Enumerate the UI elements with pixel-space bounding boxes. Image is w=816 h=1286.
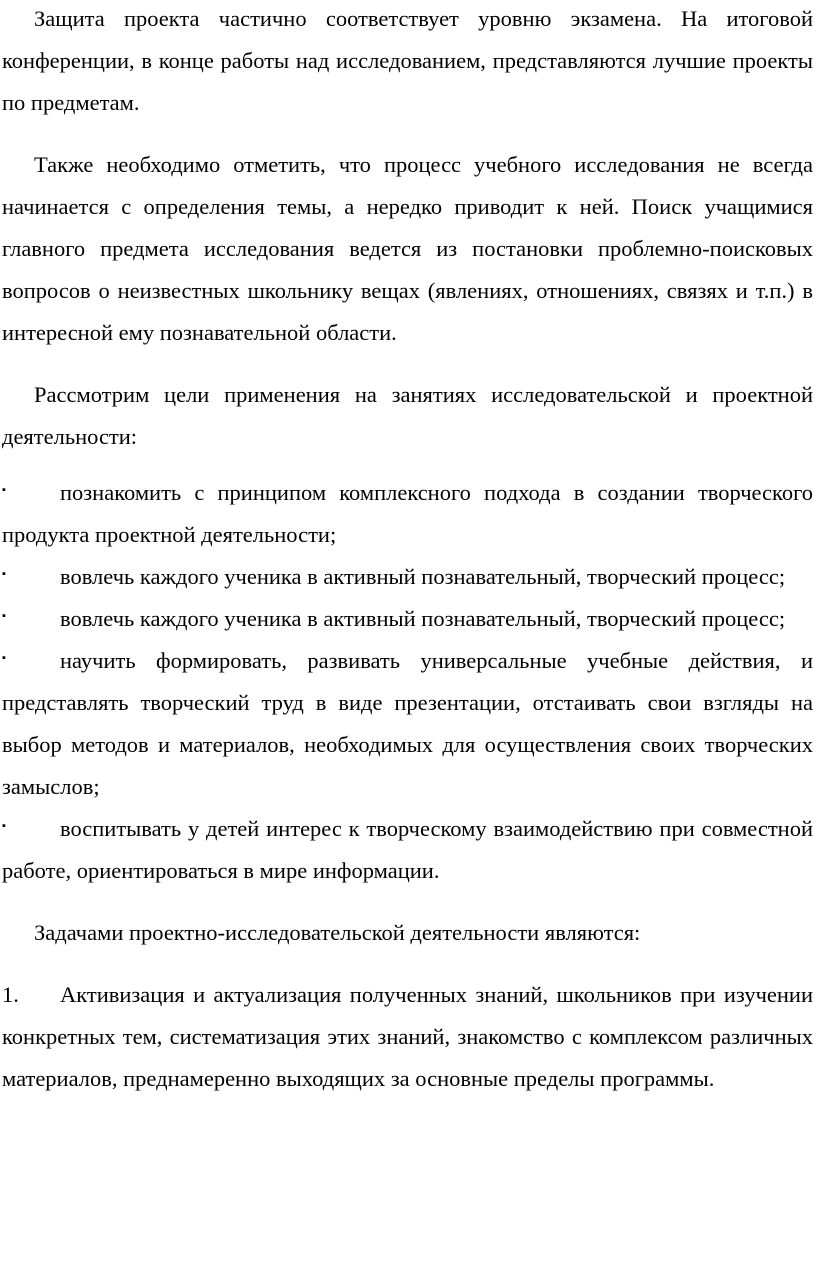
bullet-marker-icon: ▪ [2, 484, 6, 496]
list-item [0, 472, 816, 556]
bullet-text: вовлечь каждого ученика в активный познавательный, творческий процесс; [60, 606, 786, 631]
paragraph-project-defense: Защита проекта частично соответствует уровню экзамена. На итоговой конференции, в конце работы над исследованием, представляются лучшие проекты по предметам. [2, 6, 813, 115]
bullet-marker-icon: ▪ [2, 610, 6, 622]
list-item [0, 640, 816, 808]
list-item [0, 556, 816, 598]
bullet-text: познакомить с принципом комплексного подхода в создании творческого продукта проектной деятельности; [2, 480, 813, 547]
bullet-text: воспитывать у детей интерес к творческому взаимодействию при совместной работе, ориентироваться в мире информации. [2, 816, 813, 883]
list-item [0, 598, 816, 640]
numbered-item [0, 974, 816, 1100]
list-item [0, 808, 816, 892]
item-number: 1. [2, 982, 19, 1007]
bullet-marker-icon: ▪ [2, 820, 6, 832]
bullet-marker-icon: ▪ [2, 568, 6, 580]
paragraph-goals-intro: Рассмотрим цели применения на занятиях исследовательской и проектной деятельности: [2, 382, 813, 449]
paragraph-research-process: Также необходимо отметить, что процесс учебного исследования не всегда начинается с определения темы, а нередко приводит к ней. Поиск учащимися главного предмета исследования ведется из постановки проблемно-поисковых вопросов о неизвестных школьнику вещах (явлениях, отношениях, связях и т.п.) в интересной ему познавательной области. [2, 152, 813, 345]
paragraph-tasks-intro: Задачами проектно-исследовательской деятельности являются: [34, 920, 641, 945]
bullet-marker-icon: ▪ [2, 652, 6, 664]
numbered-text: Активизация и актуализация полученных знаний, школьников при изучении конкретных тем, систематизация этих знаний, знакомство с комплексом различных материалов, преднамеренно выходящих за основные пределы программы. [2, 982, 813, 1091]
bullet-text: научить формировать, развивать универсальные учебные действия, и представлять творческий труд в виде презентации, отстаивать свои взгляды на выбор методов и материалов, необходимых для осуществления своих творческих замыслов; [2, 648, 813, 799]
bullet-text: вовлечь каждого ученика в активный познавательный, творческий процесс; [60, 564, 786, 589]
